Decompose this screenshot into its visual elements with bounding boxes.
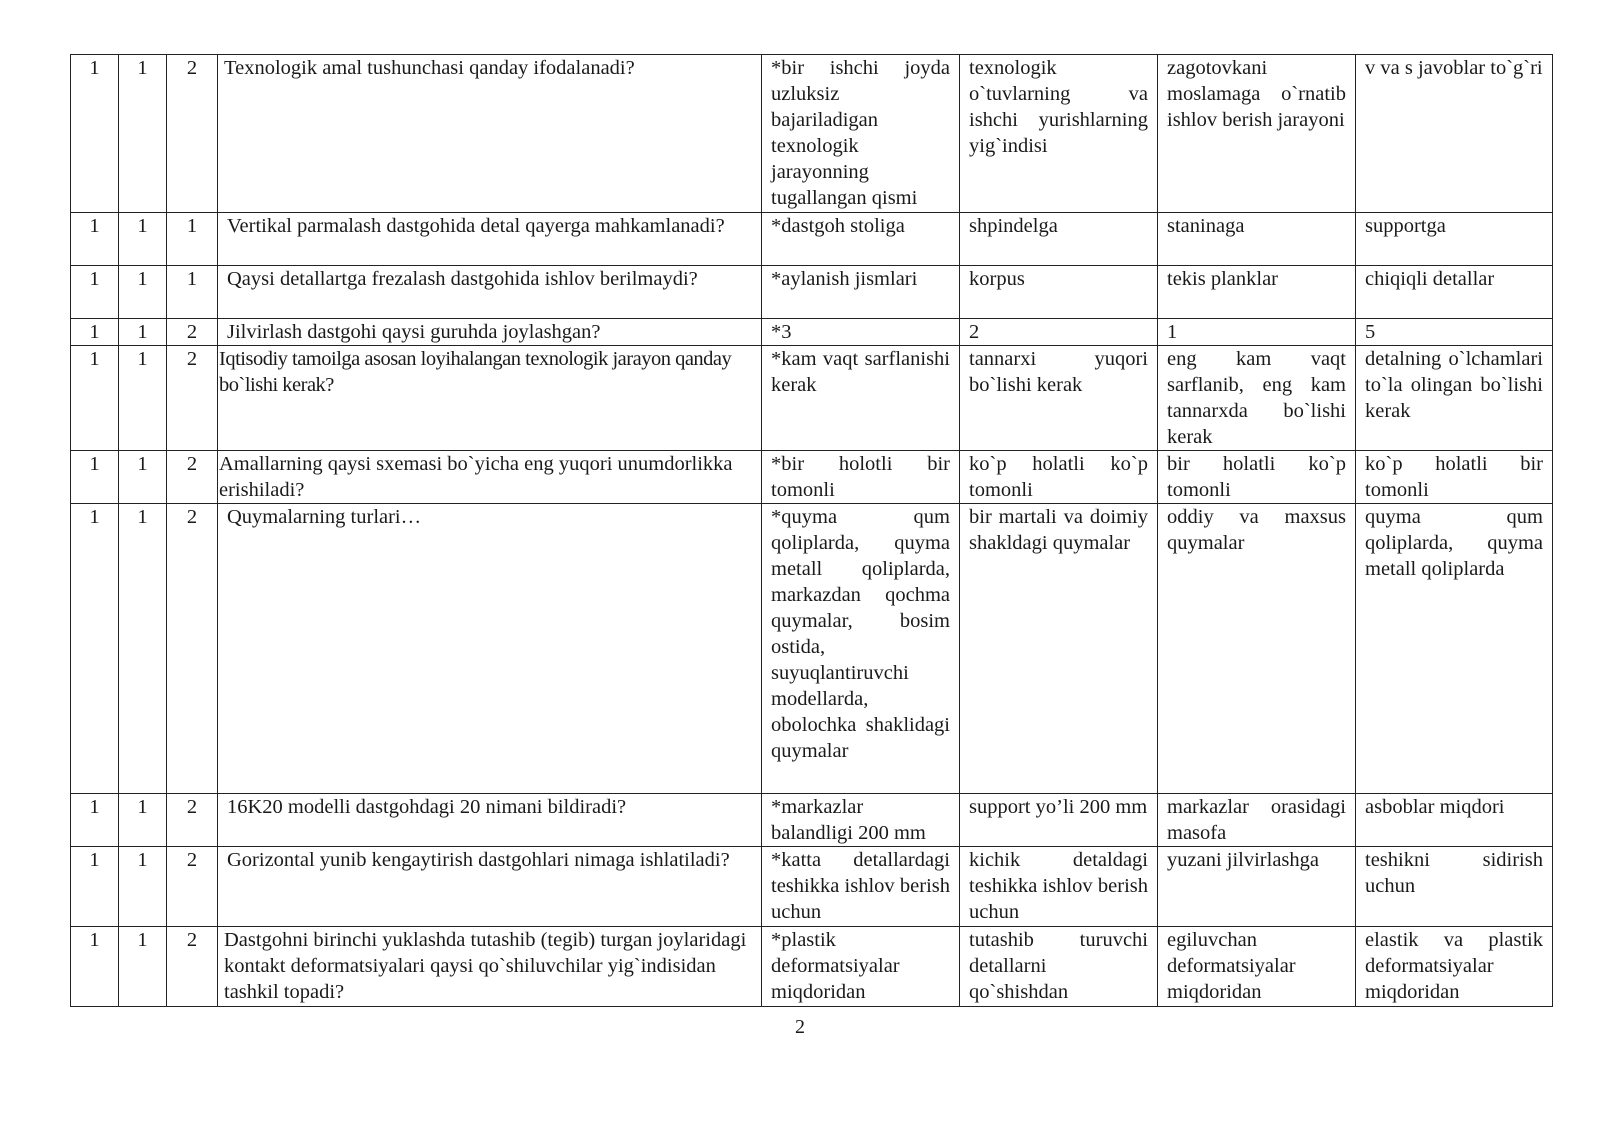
answer-option-4: v va s javoblar to`g`ri xyxy=(1356,55,1553,213)
question-cell: Quymalarning turlari… xyxy=(218,504,762,794)
cell-col3: 2 xyxy=(167,451,218,504)
cell-col2: 1 xyxy=(119,319,167,346)
cell-col2: 1 xyxy=(119,346,167,451)
answer-option-4: supportga xyxy=(1356,213,1553,266)
answer-option-2: support yo’li 200 mm xyxy=(960,794,1158,847)
page-number: 2 xyxy=(795,1016,805,1038)
table-row xyxy=(71,319,1553,346)
answer-correct: *plastik deformatsiyalar miqdoridan xyxy=(762,927,960,1007)
cell-col1: 1 xyxy=(71,451,119,504)
answer-option-2: shpindelga xyxy=(960,213,1158,266)
cell-col1: 1 xyxy=(71,794,119,847)
answer-option-3: eng kam vaqt sarflanib, eng kam tannarxda bo`lishi kerak xyxy=(1158,346,1356,451)
answer-option-4: asboblar miqdori xyxy=(1356,794,1553,847)
answer-option-2: korpus xyxy=(960,266,1158,319)
cell-col1: 1 xyxy=(71,346,119,451)
cell-col3: 2 xyxy=(167,319,218,346)
cell-col3: 1 xyxy=(167,213,218,266)
table-row xyxy=(71,266,1553,319)
answer-option-2: 2 xyxy=(960,319,1158,346)
answer-option-3: staninaga xyxy=(1158,213,1356,266)
cell-col3: 2 xyxy=(167,55,218,213)
answer-correct: *markazlar balandligi 200 mm xyxy=(762,794,960,847)
answer-option-3: oddiy va maxsus quymalar xyxy=(1158,504,1356,794)
answer-correct: *katta detallardagi teshikka ishlov berish uchun xyxy=(762,847,960,927)
cell-col3: 2 xyxy=(167,847,218,927)
answer-option-2: bir martali va doimiy shakldagi quymalar xyxy=(960,504,1158,794)
table-row xyxy=(71,213,1553,266)
cell-col1: 1 xyxy=(71,927,119,1007)
cell-col3: 2 xyxy=(167,794,218,847)
cell-col2: 1 xyxy=(119,266,167,319)
question-cell: Texnologik amal tushunchasi qanday ifodalanadi? xyxy=(218,55,762,213)
table-row xyxy=(71,847,1553,927)
answer-option-2: tannarxi yuqori bo`lishi kerak xyxy=(960,346,1158,451)
table-row xyxy=(71,794,1553,847)
cell-col3: 2 xyxy=(167,504,218,794)
answer-option-2: tutashib turuvchi detallarni qo`shishdan xyxy=(960,927,1158,1007)
answer-correct: *dastgoh stoliga xyxy=(762,213,960,266)
answer-option-4: quyma qum qoliplarda, quyma metall qoliplarda xyxy=(1356,504,1553,794)
answer-option-3: markazlar orasidagi masofa xyxy=(1158,794,1356,847)
answer-option-3: tekis planklar xyxy=(1158,266,1356,319)
answer-correct: *bir ishchi joyda uzluksiz bajariladigan texnologik jarayonning tugallangan qismi xyxy=(762,55,960,213)
table-row xyxy=(71,504,1553,794)
question-cell: 16K20 modelli dastgohdagi 20 nimani bildiradi? xyxy=(218,794,762,847)
answer-option-4: 5 xyxy=(1356,319,1553,346)
question-cell: Gorizontal yunib kengaytirish dastgohlari nimaga ishlatiladi? xyxy=(218,847,762,927)
cell-col1: 1 xyxy=(71,847,119,927)
answer-option-2: ko`p holatli ko`p tomonli xyxy=(960,451,1158,504)
cell-col1: 1 xyxy=(71,319,119,346)
table-row xyxy=(71,451,1553,504)
cell-col1: 1 xyxy=(71,504,119,794)
cell-col2: 1 xyxy=(119,451,167,504)
answer-option-4: chiqiqli detallar xyxy=(1356,266,1553,319)
question-cell: Amallarning qaysi sxemasi bo`yicha eng yuqori unumdorlikka erishiladi? xyxy=(218,451,762,504)
answer-correct: *quyma qum qoliplarda, quyma metall qoliplarda, markazdan qochma quymalar, bosim ostida, suyuqlantiruvchi modellarda, obolochka shaklidagi quymalar xyxy=(762,504,960,794)
table-row xyxy=(71,346,1553,451)
cell-col2: 1 xyxy=(119,55,167,213)
answer-correct: *kam vaqt sarflanishi kerak xyxy=(762,346,960,451)
answer-option-2: texnologik o`tuvlarning va ishchi yurishlarning yig`indisi xyxy=(960,55,1158,213)
cell-col1: 1 xyxy=(71,55,119,213)
answer-option-3: zagotovkani moslamaga o`rnatib ishlov berish jarayoni xyxy=(1158,55,1356,213)
answer-option-2: kichik detaldagi teshikka ishlov berish uchun xyxy=(960,847,1158,927)
cell-col3: 2 xyxy=(167,927,218,1007)
question-cell: Vertikal parmalash dastgohida detal qayerga mahkamlanadi? xyxy=(218,213,762,266)
answer-option-3: bir holatli ko`p tomonli xyxy=(1158,451,1356,504)
cell-col2: 1 xyxy=(119,927,167,1007)
cell-col2: 1 xyxy=(119,213,167,266)
question-cell: Qaysi detallartga frezalash dastgohida ishlov berilmaydi? xyxy=(218,266,762,319)
cell-col3: 1 xyxy=(167,266,218,319)
cell-col2: 1 xyxy=(119,847,167,927)
cell-col2: 1 xyxy=(119,794,167,847)
answer-option-4: ko`p holatli bir tomonli xyxy=(1356,451,1553,504)
answer-option-3: 1 xyxy=(1158,319,1356,346)
answer-option-4: elastik va plastik deformatsiyalar miqdoridan xyxy=(1356,927,1553,1007)
answer-option-4: teshikni sidirish uchun xyxy=(1356,847,1553,927)
cell-col3: 2 xyxy=(167,346,218,451)
answer-correct: *aylanish jismlari xyxy=(762,266,960,319)
cell-col2: 1 xyxy=(119,504,167,794)
answer-correct: *bir holotli bir tomonli xyxy=(762,451,960,504)
table-row xyxy=(71,927,1553,1007)
table-row xyxy=(71,55,1553,213)
answer-correct: *3 xyxy=(762,319,960,346)
answer-option-4: detalning o`lchamlari to`la olingan bo`lishi kerak xyxy=(1356,346,1553,451)
cell-col1: 1 xyxy=(71,213,119,266)
answer-option-3: egiluvchan deformatsiyalar miqdoridan xyxy=(1158,927,1356,1007)
question-cell: Jilvirlash dastgohi qaysi guruhda joylashgan? xyxy=(218,319,762,346)
question-cell: Iqtisodiy tamoilga asosan loyihalangan texnologik jarayon qanday bo`lishi kerak? xyxy=(218,346,762,451)
test-questions-table xyxy=(70,54,1553,1007)
cell-col1: 1 xyxy=(71,266,119,319)
answer-option-3: yuzani jilvirlashga xyxy=(1158,847,1356,927)
question-cell: Dastgohni birinchi yuklashda tutashib (tegib) turgan joylaridagi kontakt deformatsiyalari qaysi qo`shiluvchilar yig`indisidan tashkil topadi? xyxy=(218,927,762,1007)
